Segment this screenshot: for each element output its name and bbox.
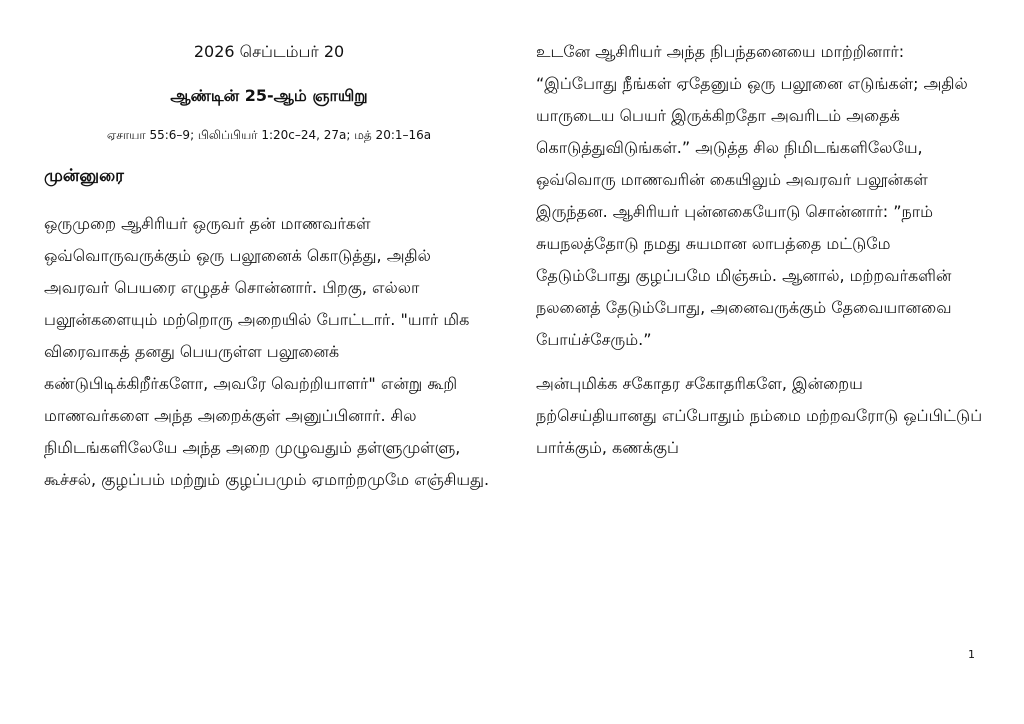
left-column xyxy=(44,40,494,512)
reflection-paragraph: அன்புமிக்க சகோதர சகோதரிகளே, இன்றைய நற்செய்தியானது எப்போதும் நம்மை மற்றவரோடு ஒப்பிட்டுப் பார்க்கும், கணக்குப் xyxy=(536,374,983,457)
intro-paragraph: ஒருமுறை ஆசிரியர் ஒருவர் தன் மாணவர்கள் ஒவ்வொருவருக்கும் ஒரு பலூனைக் கொடுத்து, அதில் அவரவர் பெயரை எழுதச் சொன்னார். பிறகு, எல்லா பலூன்களையும் மற்றொரு அறையில் போட்டார். "யார் மிக விரைவாகத் தனது பெயருள்ள பலூனைக் கண்டுபிடிக்கிறீர்களோ, அவரே வெற்றியாளர்" என்று கூறி மாணவர்களை அந்த அறைக்குள் அனுப்பினார். சில நிமிடங்களிலேயே அந்த அறை முழுவதும் தள்ளுமுள்ளு, கூச்சல், குழப்பம் மற்றும் குழப்பமும் ஏமாற்றமுமே எஞ்சியது. xyxy=(44,214,490,489)
story-paragraph: உடனே ஆசிரியர் அந்த நிபந்தனையை மாற்றினார்: “இப்போது நீங்கள் ஏதேனும் ஒரு பலூனை எடுங்கள்; அதில் யாருடைய பெயர் இருக்கிறதோ அவரிடம் அதைக் கொடுத்துவிடுங்கள்.” அடுத்த சில நிமிடங்களிலேயே, ஒவ்வொரு மாணவரின் கையிலும் அவரவர் பலூன்கள் இருந்தன. ஆசிரியர் புன்னகையோடு சொன்னார்: ”நாம் சுயநலத்தோடு நமது சுயமான லாபத்தை மட்டுமே தேடும்போது குழப்பமே மிஞ்சும். ஆனால், மற்றவர்களின் நலனைத் தேடும்போது, அனைவருக்கும் தேவையானவை போய்ச்சேரும்.” xyxy=(536,42,968,349)
document-date: 2026 செப்டம்பர் 20 xyxy=(193,42,345,61)
document-title: ஆண்டின் 25-ஆம் ஞாயிறு xyxy=(170,86,368,105)
scripture-references: ஏசாயா 55:6–9; பிலிப்பியர் 1:20c–24, 27a; மத் 20:1–16a xyxy=(106,128,432,142)
page-number: 1 xyxy=(968,648,975,661)
right-column xyxy=(536,40,986,480)
section-heading: முன்னுரை xyxy=(44,166,124,186)
